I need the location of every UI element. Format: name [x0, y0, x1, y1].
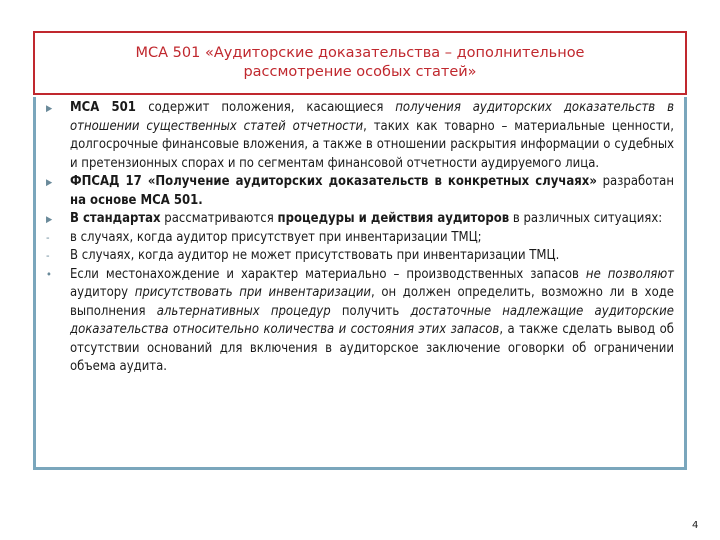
page-number: 4 [692, 520, 699, 531]
item-6-part-6: альтернативных процедур [156, 303, 331, 319]
item-6-part-9: , а также сделать вывод об отсутствии оснований для включения в аудиторское заключение оговорки об ограничении объема аудита. [70, 322, 674, 374]
list-item [44, 229, 674, 248]
item-6-part-1: Если местонахождение и характер материально – производственных запасов [70, 266, 586, 282]
arrow-bullet-icon: ▶ [46, 215, 53, 225]
item-6-part-5: , он должен определить, возможно ли в ходе выполнения [70, 285, 675, 319]
item-3-part-1: В стандартах [70, 211, 161, 226]
item-3-part-4: в различных ситуациях: [509, 211, 663, 226]
item-6-part-8: достаточные надлежащие аудиторские доказательства относительно количества и состояния этих запасов [70, 303, 674, 337]
dot-bullet-icon: • [46, 267, 52, 281]
item-1-part-2: содержит положения, касающиеся [148, 100, 396, 115]
item-1-part-3: получения аудиторских доказательств в отношении существенных статей отчетности [70, 100, 674, 134]
item-2-part-3: на основе МСА 501. [70, 192, 203, 208]
slide-title-box [33, 31, 687, 95]
dash-bullet-icon: - [46, 230, 50, 244]
list-item [44, 173, 674, 210]
slide-title-line-1: МСА 501 «Аудиторские доказательства – дополнительное [135, 45, 585, 61]
arrow-bullet-icon: ▶ [46, 178, 53, 188]
slide-content-box [33, 97, 687, 470]
list-item [44, 247, 674, 266]
arrow-bullet-icon: ▶ [46, 104, 53, 114]
item-1-part-4: , таких как товарно – материальные ценности, долгосрочные финансовые вложения, а также в отношении раскрытия информации о судебных и претензионных спорах и по сегментам финансовой отчетности аудируемого лица. [70, 118, 674, 171]
slide-title-line-2: рассмотрение особых статей» [243, 64, 477, 80]
dash-bullet-icon: - [46, 249, 50, 262]
item-2-part-2: разработан [596, 174, 674, 189]
list-item [44, 99, 674, 173]
list-item [44, 266, 674, 377]
item-6-part-2: не позволяют [585, 266, 674, 282]
item-3-part-2: рассматриваются [160, 211, 278, 226]
item-6-part-4: присутствовать при инвентаризации [134, 285, 372, 300]
item-2-part-1: ФПСАД 17 «Получение аудиторских доказательств в конкретных случаях» [70, 174, 597, 189]
list-item [44, 210, 674, 229]
item-6-part-7: получить [330, 303, 411, 319]
item-1-part-1: МСА 501 [70, 100, 149, 115]
item-6-part-3: аудитору [70, 285, 135, 300]
item-4-part-1: в случаях, когда аудитор присутствует при инвентаризации ТМЦ; [70, 229, 482, 245]
item-5-part-1: В случаях, когда аудитор не может присутствовать при инвентаризации ТМЦ. [70, 248, 560, 263]
item-3-part-3: процедуры и действия аудиторов [277, 211, 510, 226]
